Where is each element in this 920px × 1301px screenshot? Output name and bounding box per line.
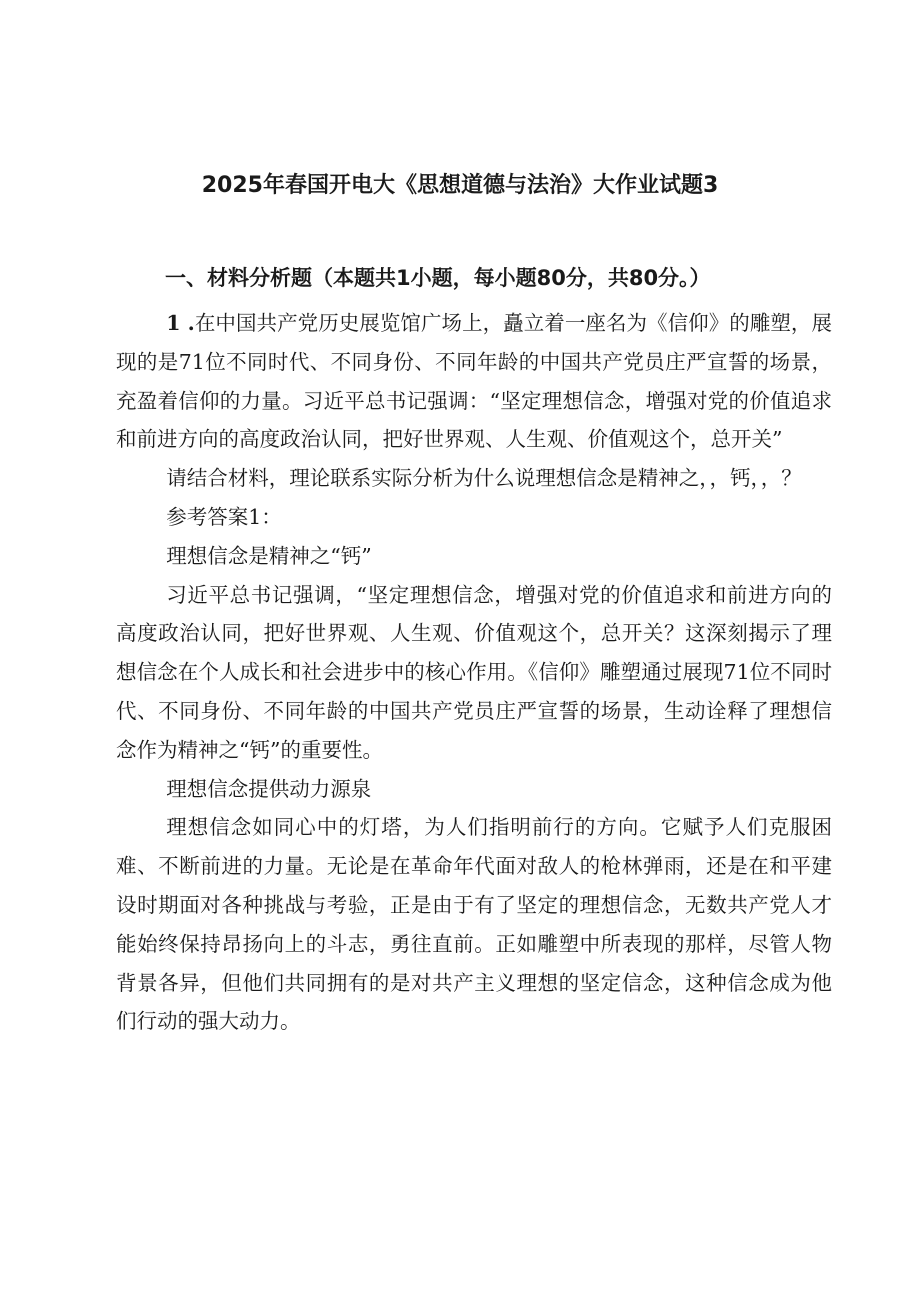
answer-paragraph: 理想信念提供动力源泉 bbox=[166, 776, 372, 801]
answer-paragraph: 理想信念如同心中的灯塔，为人们指明前行的方向。它赋予人们克服困难、不断前进的力量。无论是在革命年代面对敌人的枪林弹雨，还是在和平建设时期面对各种挑战与考验，正是由于有了坚定的理想信念，无数共产党人才能始终保持昂扬向上的斗志，勇往直前。正如雕塑中所表现的那样，尽管人物背景各异，但他们共同拥有的是对共产主义理想的坚定信念，这种信念成为他们行动的强大动力。 bbox=[116, 815, 832, 1034]
section-heading: 一、材料分析题（本题共1小题，每小题80分，共80分。） bbox=[165, 266, 711, 290]
document-body bbox=[116, 304, 832, 1041]
document-title: 2025年春国开电大《思想道德与法治》大作业试题3 bbox=[201, 173, 719, 198]
question-prompt: 请结合材料，理论联系实际分析为什么说理想信念是精神之，，钙，，？ bbox=[166, 466, 802, 491]
answer-paragraph: 理想信念是精神之“钙” bbox=[166, 543, 372, 568]
question-material-text: 在中国共产党历史展览馆广场上，矗立着一座名为《信仰》的雕塑，展现的是71位不同时代、不同身份、不同年龄的中国共产党员庄严宣誓的场景，充盈着信仰的力量。习近平总书记强调：“坚定理想信念，增强对党的价值追求和前进方向的高度政治认同，把好世界观、人生观、价值观这个，总开关” bbox=[116, 311, 832, 452]
question-material bbox=[116, 304, 832, 459]
answer-label: 参考答案1： bbox=[166, 504, 282, 529]
question-number: 1 . bbox=[166, 311, 195, 335]
answer-paragraph: 习近平总书记强调，“坚定理想信念，增强对党的价值追求和前进方向的高度政治认同，把好世界观、人生观、价值观这个，总开关？这深刻揭示了理想信念在个人成长和社会进步中的核心作用。《信仰》雕塑通过展现71位不同时代、不同身份、不同年龄的中国共产党员庄严宣誓的场景，生动诠释了理想信念作为精神之“钙”的重要性。 bbox=[116, 582, 832, 762]
